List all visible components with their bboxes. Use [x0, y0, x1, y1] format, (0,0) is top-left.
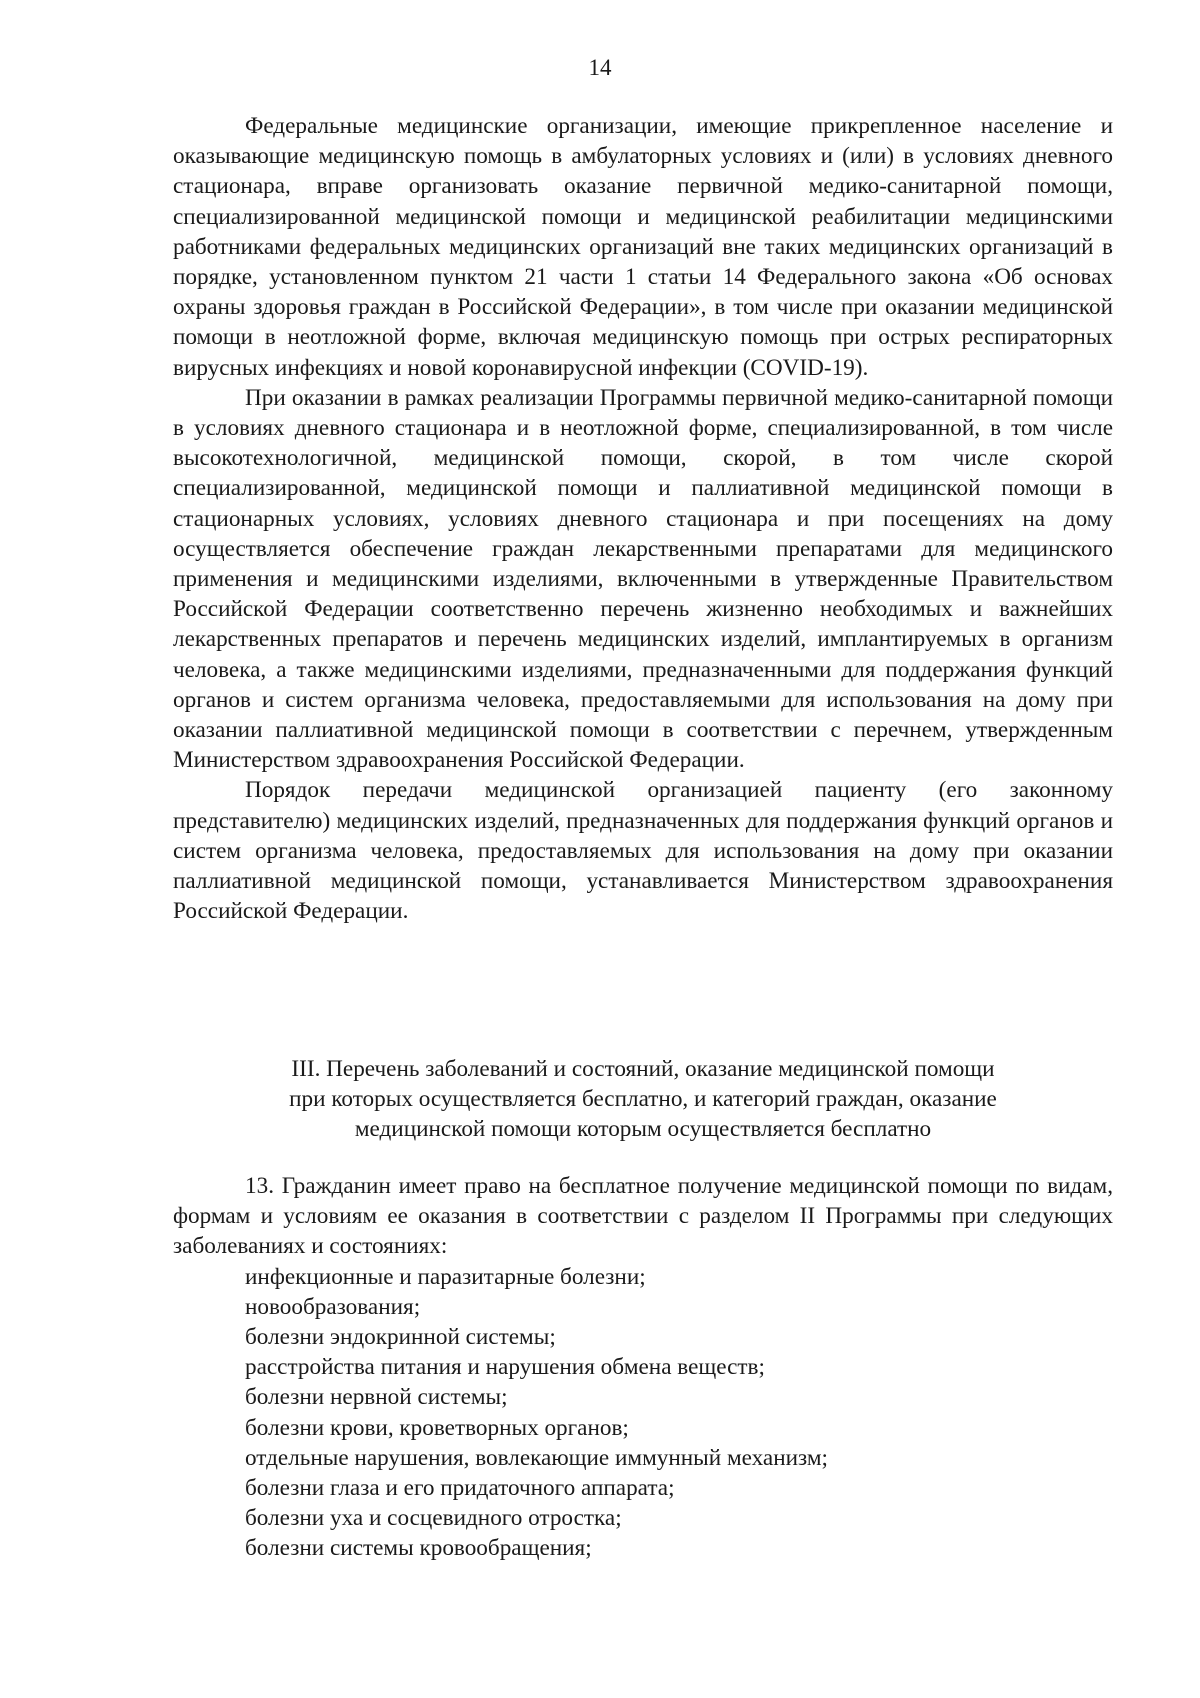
list-item: болезни нервной системы;: [245, 1384, 508, 1411]
list-item: болезни уха и сосцевидного отростка;: [245, 1505, 622, 1532]
disease-list: [173, 1262, 1113, 1564]
list-item: инфекционные и паразитарные болезни;: [245, 1263, 646, 1290]
list-item: болезни эндокринной системы;: [245, 1324, 556, 1351]
paragraph-drug-provision: При оказании в рамках реализации Программы первичной медико-санитарной помощи в условиях дневного стационара и в неотложной форме, специализированной, в том числе высокотехнологичной, медицинской помощи, скорой, в том числе скорой специализированной, медицинской помощи и паллиативной медицинской помощи в стационарных условиях, условиях дневного стационара и при посещениях на дому осуществляется обеспечение граждан лекарственными препаратами для медицинского применения и медицинскими изделиями, включенными в утвержденные Правительством Российской Федерации соответственно перечень жизненно необходимых и важнейших лекарственных препаратов и перечень медицинских изделий, имплантируемых в организм человека, а также медицинскими изделиями, предназначенными для поддержания функций органов и систем организма человека, предоставляемыми для использования на дому при оказании паллиативной медицинской помощи в соответствии с перечнем, утвержденным Министерством здравоохранения Российской Федерации.: [173, 384, 1113, 774]
diseases-section: [173, 1171, 1113, 1564]
list-item: расстройства питания и нарушения обмена веществ;: [245, 1354, 765, 1381]
paragraph-federal-organizations: Федеральные медицинские организации, имеющие прикрепленное население и оказывающие медицинскую помощь в амбулаторных условиях и (или) в условиях дневного стационара, вправе организовать оказание первичной медико-санитарной помощи, специализированной медицинской помощи и медицинской реабилитации медицинскими работниками федеральных медицинских организаций вне таких медицинских организаций в порядке, установленном пунктом 21 части 1 статьи 14 Федерального закона «Об основах охраны здоровья граждан в Российской Федерации», в том числе при оказании медицинской помощи в неотложной форме, включая медицинскую помощь при острых респираторных вирусных инфекциях и новой коронавирусной инфекции (COVID-19).: [173, 113, 1113, 381]
clause-13-intro: 13. Гражданин имеет право на бесплатное получение медицинской помощи по видам, формам и условиям ее оказания в соответствии с разделом II Программы при следующих заболеваниях и состояниях:: [173, 1173, 1113, 1260]
body-text: [173, 111, 1113, 926]
list-item: отдельные нарушения, вовлекающие иммунный механизм;: [245, 1444, 828, 1471]
section-heading-line: медицинской помощи которым осуществляется бесплатно: [354, 1116, 932, 1143]
list-item: болезни крови, кроветворных органов;: [245, 1414, 629, 1441]
paragraph-device-transfer-order: Порядок передачи медицинской организацией пациенту (его законному представителю) медицинских изделий, предназначенных для поддержания функций органов и систем организма человека, предоставляемых для использования на дому при оказании паллиативной медицинской помощи, устанавливается Министерством здравоохранения Российской Федерации.: [173, 777, 1113, 925]
section-heading-line: III. Перечень заболеваний и состояний, оказание медицинской помощи: [291, 1056, 995, 1082]
list-item: новообразования;: [245, 1293, 421, 1320]
page-number: 14: [588, 55, 612, 80]
section-heading: [173, 1054, 1113, 1145]
list-item: болезни системы кровообращения;: [245, 1535, 592, 1562]
section-heading-line: при которых осуществляется бесплатно, и категорий граждан, оказание: [289, 1086, 997, 1113]
list-item: болезни глаза и его придаточного аппарата;: [245, 1475, 675, 1502]
